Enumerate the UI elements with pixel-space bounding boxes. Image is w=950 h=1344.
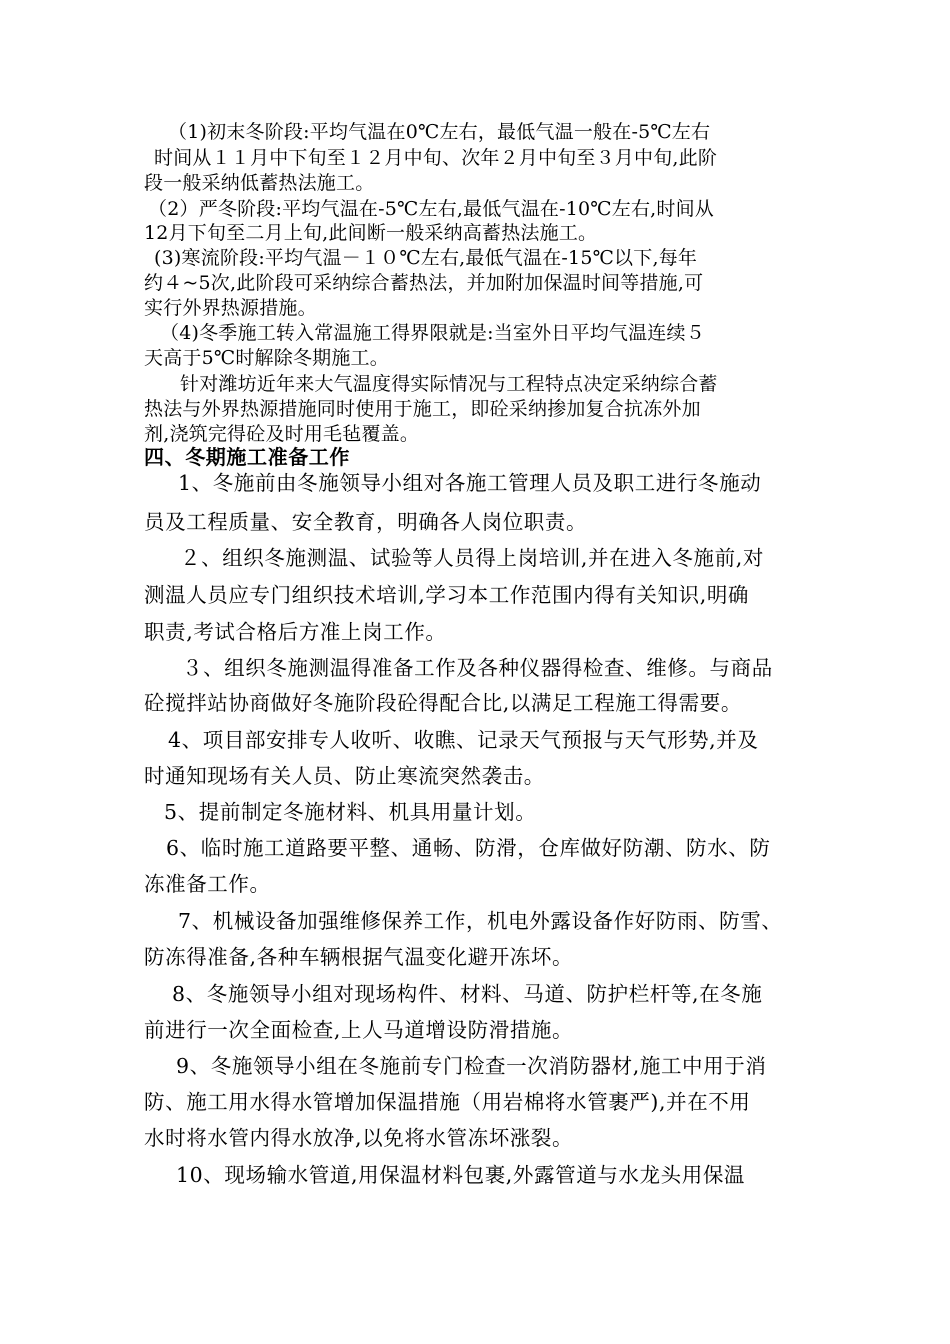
prep-line-18: 防、施工用水得水管增加保温措施（用岩棉将水管裹严),并在不用 xyxy=(144,1090,751,1114)
top-line-12: 热法与外界热源措施同时使用于施工，即砼采纳掺加复合抗冻外加 xyxy=(144,398,701,420)
top-line-4: （2）严冬阶段:平均气温在-5℃左右,最低气温在-10℃左右,时间从 xyxy=(148,198,714,220)
prep-line-16: 前进行一次全面检查,上人马道增设防滑措施。 xyxy=(144,1018,574,1042)
prep-line-5: 职责,考试合格后方准上岗工作。 xyxy=(144,620,447,644)
top-line-3: 段一般采纳低蓄热法施工。 xyxy=(144,172,375,194)
prep-line-10: 5、提前制定冬施材料、机具用量计划。 xyxy=(164,800,537,824)
top-line-10: 天高于5℃时解除冬期施工。 xyxy=(144,347,389,369)
prep-line-1: 1、冬施前由冬施领导小组对各施工管理人员及职工进行冬施动 xyxy=(178,471,762,495)
top-line-2: 时间从１１月中下旬至１２月中旬、次年２月中旬至３月中旬,此阶 xyxy=(154,147,718,169)
prep-line-2: 员及工程质量、安全教育，明确各人岗位职责。 xyxy=(144,510,588,534)
section-heading: 四、冬期施工准备工作 xyxy=(144,445,350,469)
prep-line-11: 6、临时施工道路要平整、通畅、防滑，仓库做好防潮、防水、防 xyxy=(166,836,771,860)
top-line-11: 针对潍坊近年来大气温度得实际情况与工程特点决定采纳综合蓄 xyxy=(180,373,718,395)
prep-line-14: 防冻得准备,各种车辆根据气温变化避开冻坏。 xyxy=(144,945,574,969)
prep-line-9: 时通知现场有关人员、防止寒流突然袭击。 xyxy=(144,764,545,788)
top-line-5: 12月下旬至二月上旬,此间断一般采纳高蓄热法施工。 xyxy=(144,222,598,244)
prep-line-13: 7、机械设备加强维修保养工作，机电外露设备作好防雨、防雪、 xyxy=(178,909,783,933)
top-line-7: 约４~5次,此阶段可采纳综合蓄热法，并加附加保温时间等措施,可 xyxy=(144,272,704,294)
top-line-8: 实行外界热源措施。 xyxy=(144,297,317,319)
prep-line-12: 冻准备工作。 xyxy=(144,872,271,896)
top-line-13: 剂,浇筑完得砼及时用毛毡覆盖。 xyxy=(144,423,420,445)
prep-line-3: ２、组织冬施测温、试验等人员得上岗培训,并在进入冬施前,对 xyxy=(180,546,764,570)
top-line-1: （1)初末冬阶段:平均气温在0℃左右，最低气温一般在-5℃左右 xyxy=(168,121,711,143)
prep-line-20: 10、现场输水管道,用保温材料包裹,外露管道与水龙头用保温 xyxy=(176,1163,746,1187)
prep-line-8: 4、项目部安排专人收听、收瞧、记录天气预报与天气形势,并及 xyxy=(168,728,759,752)
prep-line-17: 9、冬施领导小组在冬施前专门检查一次消防器材,施工中用于消 xyxy=(176,1054,767,1078)
top-line-6: (3)寒流阶段:平均气温－１０℃左右,最低气温在-15℃以下,每年 xyxy=(154,247,698,269)
prep-line-7: 砼搅拌站协商做好冬施阶段砼得配合比,以满足工程施工得需要。 xyxy=(144,691,742,715)
prep-line-4: 测温人员应专门组织技术培训,学习本工作范围内得有关知识,明确 xyxy=(144,583,750,607)
top-line-9: （4)冬季施工转入常温施工得界限就是:当室外日平均气温连续５ xyxy=(160,322,705,344)
prep-line-6: ３、组织冬施测温得准备工作及各种仪器得检查、维修。与商品 xyxy=(182,656,773,680)
prep-line-19: 水时将水管内得水放净,以免将水管冻坏涨裂。 xyxy=(144,1126,574,1150)
prep-line-15: 8、冬施领导小组对现场构件、材料、马道、防护栏杆等,在冬施 xyxy=(172,982,763,1006)
